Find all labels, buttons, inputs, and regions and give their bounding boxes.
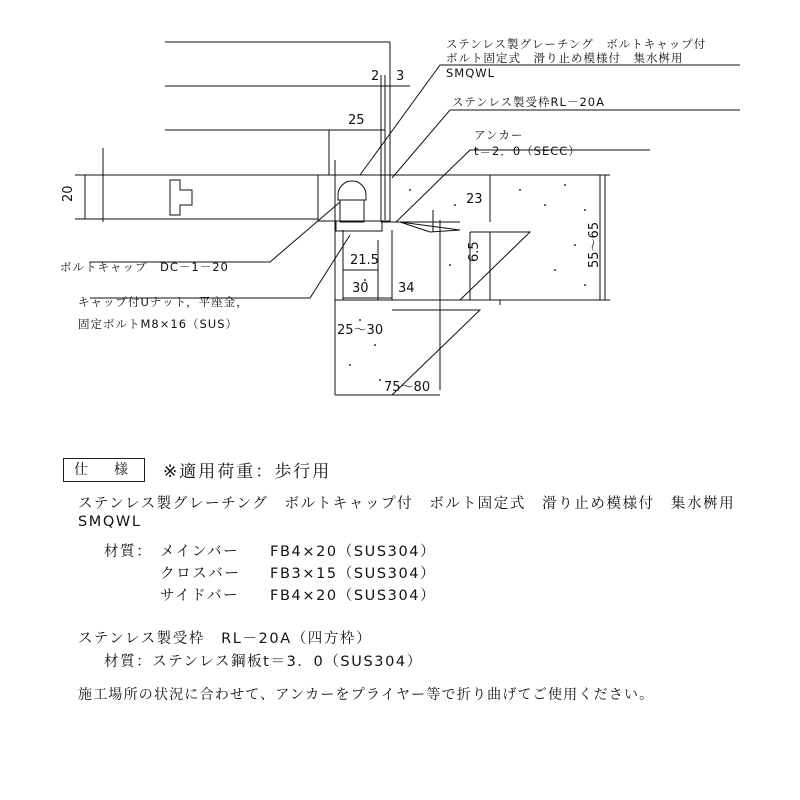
spec-section xyxy=(0,448,800,800)
dim-25-30: 25～30 xyxy=(337,323,384,338)
note-grating-line1: ステンレス製グレーチング ボルトキャップ付 xyxy=(446,37,707,51)
note-grating-line3: SMQWL xyxy=(446,66,496,80)
main-bar-name: メインバー xyxy=(160,544,240,560)
dim-30: 30 xyxy=(352,281,369,296)
frame-line: ステンレス製受枠 RL－20A（四方枠） xyxy=(78,631,373,647)
cross-bar-spec: FB3×15（SUS304） xyxy=(270,566,437,582)
note-nut-line1: キャップ付Uナット，平座金， xyxy=(78,295,249,309)
leader-line xyxy=(360,65,740,175)
anchor-tab xyxy=(400,222,460,232)
grating-body xyxy=(103,175,318,219)
frame-material: 材質：ステンレス鋼板t＝3．0（SUS304） xyxy=(104,654,423,670)
leader-line xyxy=(90,202,340,262)
note-anchor-line1: アンカー xyxy=(474,128,524,142)
spec-heading: 仕 様 xyxy=(63,458,145,482)
leader-line xyxy=(396,150,650,222)
grating-lug xyxy=(170,180,192,215)
product-line-2: SMQWL xyxy=(78,514,142,530)
note-anchor-line2: t＝2．0（SECC） xyxy=(474,144,581,158)
bolt-cap-shape xyxy=(338,181,366,200)
note-nut-line2: 固定ボルトM8×16（SUS） xyxy=(78,317,239,331)
cross-bar-name: クロスバー xyxy=(160,566,241,582)
side-bar-name: サイドバー xyxy=(160,588,240,604)
note-grating-line2: ボルト固定式 滑り止め模様付 集水桝用 xyxy=(446,51,684,65)
product-line-1: ステンレス製グレーチング ボルトキャップ付 ボルト固定式 滑り止め模様付 集水桝用 xyxy=(78,496,736,512)
dim-23: 23 xyxy=(466,192,483,207)
dim-20: 20 xyxy=(61,185,76,202)
dim-21-5: 21.5 xyxy=(350,253,379,268)
material-label: 材質： xyxy=(104,544,153,560)
note-bolt-cap: ボルトキャップ DC－1－20 xyxy=(60,260,229,274)
dim-55-65: 55～65 xyxy=(587,221,602,268)
note-frame: ステンレス製受枠RL－20A xyxy=(452,95,605,109)
dim-25: 25 xyxy=(348,113,365,128)
dim-34: 34 xyxy=(398,281,415,296)
load-note: ※適用荷重：歩行用 xyxy=(163,462,332,482)
dim-2: 2 xyxy=(371,69,380,84)
usage-footnote: 施工場所の状況に合わせて、アンカーをプライヤー等で折り曲げてご使用ください。 xyxy=(78,687,655,703)
dim-75-80: 75～80 xyxy=(384,380,431,395)
main-bar-spec: FB4×20（SUS304） xyxy=(270,544,437,560)
side-bar-spec: FB4×20（SUS304） xyxy=(270,588,437,604)
dim-6-5: 6.5 xyxy=(467,241,482,262)
concrete-outline xyxy=(390,175,600,300)
dim-3: 3 xyxy=(396,69,405,84)
bolt-body xyxy=(340,200,364,222)
